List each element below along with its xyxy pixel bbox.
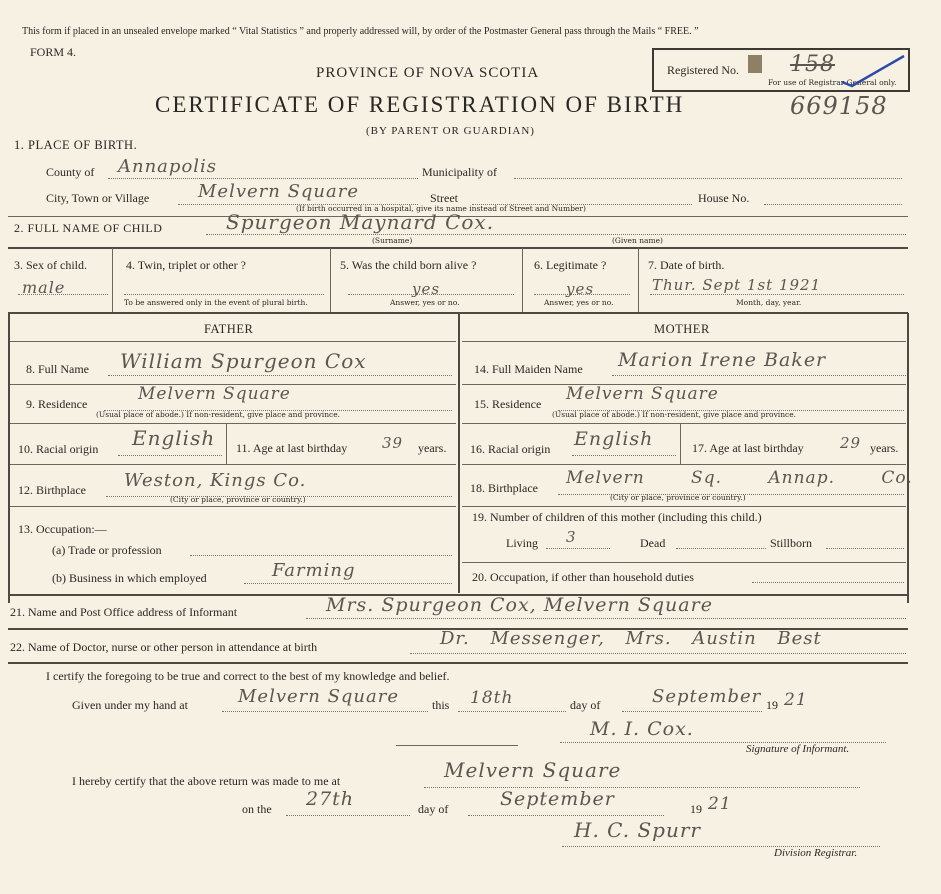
sex-value: male xyxy=(22,278,66,297)
mother-residence-value: Melvern Square xyxy=(566,384,719,404)
given-name-note: (Given name) xyxy=(612,236,663,245)
house-label: House No. xyxy=(698,191,750,205)
alive-note: Answer, yes or no. xyxy=(390,298,460,307)
birth-date-value: Thur. Sept 1st 1921 xyxy=(652,276,822,294)
registrar-year-value: 21 xyxy=(708,794,732,814)
birth-date-label: 7. Date of birth. xyxy=(648,258,725,272)
father-name-label: 8. Full Name xyxy=(26,362,89,376)
mother-heading: MOTHER xyxy=(654,322,710,336)
registrar-month-value: September xyxy=(500,788,615,810)
mother-racial-value: English xyxy=(574,428,654,450)
city-value: Melvern Square xyxy=(198,181,360,202)
registrar-place-value: Melvern Square xyxy=(444,758,622,782)
registered-label: Registered No. xyxy=(667,63,739,77)
doctor-label: 22. Name of Doctor, nurse or other person in attendance at birth xyxy=(10,640,318,654)
on-the-label: on the xyxy=(242,802,272,816)
cert-day-value: 18th xyxy=(470,688,514,708)
county-label: County of xyxy=(46,165,95,179)
cert-year-value: 21 xyxy=(784,690,808,710)
father-age-label: 11. Age at last birthday xyxy=(236,441,348,455)
father-birthplace-label: 12. Birthplace xyxy=(18,483,86,497)
county-line xyxy=(108,178,418,179)
legitimate-value: yes xyxy=(566,280,595,298)
father-residence-note: (Usual place of abode.) If non-resident, give place and province. xyxy=(96,410,341,419)
registrar-day-of-label: day of xyxy=(418,802,449,816)
business-label: (b) Business in which employed xyxy=(52,571,207,585)
trade-label: (a) Trade or profession xyxy=(52,543,162,557)
father-age-value: 39 xyxy=(382,434,404,452)
place-of-birth-heading: 1. PLACE OF BIRTH. xyxy=(14,138,138,152)
mother-birthplace-label: 18. Birthplace xyxy=(470,481,538,495)
informant-label: 21. Name and Post Office address of Informant xyxy=(10,605,238,619)
father-name-value: William Spurgeon Cox xyxy=(120,349,367,373)
twin-label: 4. Twin, triplet or other ? xyxy=(126,258,246,272)
checkmark-icon xyxy=(838,52,908,88)
street-note: (If birth occurred in a hospital, give its name instead of Street and Number) xyxy=(296,204,586,213)
province-heading: PROVINCE OF NOVA SCOTIA xyxy=(316,65,540,81)
street-label: Street xyxy=(430,191,458,205)
stillborn-label: Stillborn xyxy=(770,536,813,550)
registrar-year-prefix: 19 xyxy=(690,802,702,816)
father-heading: FATHER xyxy=(204,322,254,336)
county-value: Annapolis xyxy=(118,156,218,177)
given-place-value: Melvern Square xyxy=(238,686,400,707)
children-count-label: 19. Number of children of this mother (including this child.) xyxy=(472,510,762,524)
mother-age-unit: years. xyxy=(870,441,899,455)
cert-year-prefix: 19 xyxy=(766,698,778,712)
legitimate-note: Answer, yes or no. xyxy=(544,298,614,307)
certify-statement: I certify the foregoing to be true and correct to the best of my knowledge and belief. xyxy=(46,669,450,683)
informant-value: Mrs. Spurgeon Cox, Melvern Square xyxy=(326,594,713,616)
registrar-day-value: 27th xyxy=(306,788,355,810)
living-label: Living xyxy=(506,536,538,550)
doctor-value: Dr. Messenger, Mrs. Austin Best xyxy=(440,628,822,649)
house-line xyxy=(764,204,902,205)
living-value: 3 xyxy=(566,528,577,546)
informant-signature: M. I. Cox. xyxy=(590,718,694,740)
birth-date-note: Month, day, year. xyxy=(736,298,802,307)
municipality-label: Municipality of xyxy=(422,165,497,179)
registrar-signature-caption: Division Registrar. xyxy=(774,847,858,859)
mother-name-label: 14. Full Maiden Name xyxy=(474,362,583,376)
form-number: FORM 4. xyxy=(30,45,77,59)
dead-label: Dead xyxy=(640,536,666,550)
father-occupation-label: 13. Occupation:— xyxy=(18,522,107,536)
child-name-line xyxy=(206,234,906,235)
registrar-note: For use of Registrar General only. xyxy=(768,78,897,87)
registrar-signature: H. C. Spurr xyxy=(574,818,701,842)
alive-value: yes xyxy=(412,280,441,298)
mother-occupation-label: 20. Occupation, if other than household duties xyxy=(472,570,694,584)
postal-notice: This form if placed in an unsealed envelope marked “ Vital Statistics ” and properly addressed will, by order of the Postmaster General pass through the Mails “ FREE. ” xyxy=(22,26,699,37)
this-label: this xyxy=(432,698,450,712)
margin-number: 669158 xyxy=(790,92,888,120)
informant-signature-caption: Signature of Informant. xyxy=(746,743,850,755)
mother-age-value: 29 xyxy=(840,434,862,452)
father-birthplace-value: Weston, Kings Co. xyxy=(124,470,307,491)
mother-age-label: 17. Age at last birthday xyxy=(692,441,804,455)
legitimate-label: 6. Legitimate ? xyxy=(534,258,607,272)
city-label: City, Town or Village xyxy=(46,191,150,205)
given-label: Given under my hand at xyxy=(72,698,188,712)
mother-racial-label: 16. Racial origin xyxy=(470,442,551,456)
business-value: Farming xyxy=(272,560,356,581)
mother-birthplace-value: Melvern Sq. Annap. Co. xyxy=(566,468,913,488)
surname-note: (Surname) xyxy=(372,236,413,245)
father-residence-label: 9. Residence xyxy=(26,397,88,411)
father-residence-value: Melvern Square xyxy=(138,384,291,404)
registered-number: 158 xyxy=(790,52,835,77)
page-title: CERTIFICATE OF REGISTRATION OF BIRTH xyxy=(155,92,685,117)
cert-month-value: September xyxy=(652,686,762,707)
twin-note: To be answered only in the event of plural birth. xyxy=(124,298,308,307)
father-age-unit: years. xyxy=(418,441,447,455)
alive-label: 5. Was the child born alive ? xyxy=(340,258,477,272)
sex-label: 3. Sex of child. xyxy=(14,258,87,272)
mother-name-value: Marion Irene Baker xyxy=(618,349,827,371)
father-racial-label: 10. Racial origin xyxy=(18,442,99,456)
page-subtitle: (BY PARENT OR GUARDIAN) xyxy=(366,125,535,137)
registrar-statement: I hereby certify that the above return was made to me at xyxy=(72,774,341,788)
cert-day-of-label: day of xyxy=(570,698,601,712)
stamp-mark-icon xyxy=(748,55,762,73)
child-name-value: Spurgeon Maynard Cox. xyxy=(226,210,495,234)
mother-residence-label: 15. Residence xyxy=(474,397,542,411)
father-birthplace-note: (City or place, province or country.) xyxy=(170,495,306,504)
child-name-label: 2. FULL NAME OF CHILD xyxy=(14,221,163,235)
municipality-line xyxy=(514,178,902,179)
mother-residence-note: (Usual place of abode.) If non-resident, give place and province. xyxy=(552,410,797,419)
mother-birthplace-note: (City or place, province or country.) xyxy=(610,493,746,502)
father-racial-value: English xyxy=(132,426,216,450)
